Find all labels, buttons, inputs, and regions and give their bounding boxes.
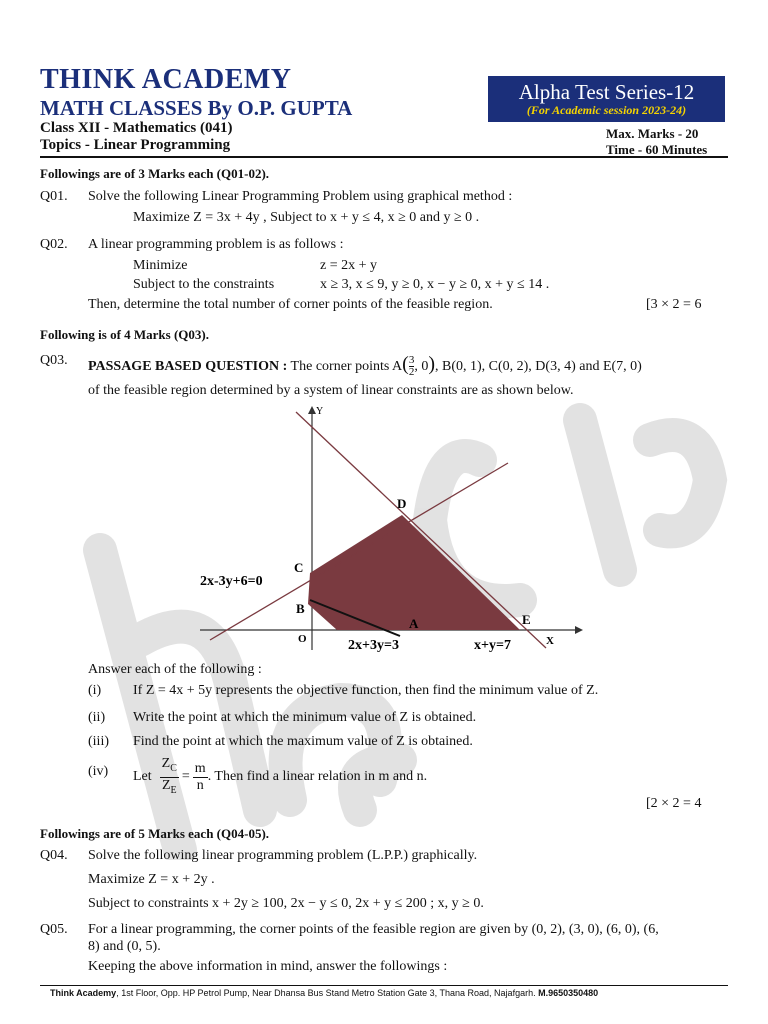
- part-text: Find the point at which the maximum value of Z is obtained.: [133, 734, 473, 749]
- question-text: A linear programming problem is as follows :: [88, 237, 344, 252]
- topics-line: Topics - Linear Programming: [40, 137, 231, 153]
- part-text: Let $\frac{Z_C}{Z_E}$ = $\frac{m}{n}$ . Then find a linear relation in m and n.: [133, 756, 427, 799]
- frac-den: 2: [408, 366, 415, 379]
- question-text: Solve the following Linear Programming Problem using graphical method :: [88, 189, 513, 204]
- minimize-expr: z = 2x + y: [320, 258, 378, 273]
- label-line-3: x+y=7: [474, 638, 511, 653]
- question-number: Q05.: [40, 922, 68, 937]
- label-e: E: [522, 612, 531, 627]
- feasible-region-graph: [190, 400, 590, 655]
- series-subtitle: (For Academic session 2023-24): [526, 103, 687, 117]
- footer-phone: M.9650350480: [538, 988, 599, 998]
- answer-prompt: Answer each of the following :: [88, 662, 262, 677]
- frac-num: Z: [161, 756, 171, 771]
- part-text: If Z = 4x + 5y represents the objective function, then find the minimum value of Z.: [133, 683, 599, 698]
- passage-label: PASSAGE BASED QUESTION :: [88, 359, 288, 374]
- frac-num: m: [194, 760, 206, 776]
- label-y: Y: [316, 406, 324, 417]
- question-text: PASSAGE BASED QUESTION : The corner points A( $\frac{3}{2}$ , 0), B(0, 1), C(0, 2), D(3, 4) and E(7, 0): [88, 353, 642, 379]
- class-line: Class XII - Mathematics (041): [40, 120, 233, 136]
- frac-den: n: [196, 777, 204, 793]
- label-line-1: 2x-3y+6=0: [200, 574, 263, 589]
- section-heading: Following is of 4 Marks (Q03).: [40, 327, 209, 342]
- fraction-m-n: [193, 761, 208, 794]
- label-line-2: 2x+3y=3: [348, 638, 399, 653]
- section-heading: Followings are of 3 Marks each (Q01-02).: [40, 166, 270, 181]
- question-number: Q02.: [40, 237, 68, 252]
- text-segment: Let: [133, 769, 152, 785]
- part-text: Write the point at which the minimum value of Z is obtained.: [133, 710, 477, 725]
- marks-note: [2 × 2 = 4: [646, 796, 702, 811]
- x-axis-arrow: [575, 626, 583, 634]
- frac-den-sub: E: [170, 784, 177, 796]
- text-segment: The corner points A: [290, 359, 403, 374]
- y-axis-arrow: [308, 406, 316, 414]
- question-line: Subject to constraints x + 2y ≥ 100, 2x − y ≤ 0, 2x + y ≤ 200 ; x, y ≥ 0.: [88, 896, 484, 911]
- time-limit: Time - 60 Minutes: [606, 142, 708, 157]
- question-number: Q01.: [40, 189, 68, 204]
- part-number: (iv): [88, 764, 109, 779]
- frac-den: Z: [161, 777, 171, 793]
- text-segment: . Then find a linear relation in m and n.: [207, 769, 428, 785]
- constraints-label: Subject to the constraints: [133, 277, 275, 292]
- question-line: Maximize Z = 3x + 4y , Subject to x + y ≤ 4, x ≥ 0 and y ≥ 0 .: [133, 210, 480, 225]
- footer-brand: Think Academy: [50, 988, 117, 998]
- question-text: of the feasible region determined by a system of linear constraints are as shown below.: [88, 383, 574, 398]
- footer: [50, 988, 598, 998]
- constraints-expr: x ≥ 3, x ≤ 9, y ≥ 0, x − y ≥ 0, x + y ≤ 14 .: [320, 277, 550, 292]
- academy-title: THINK ACADEMY: [40, 64, 292, 95]
- label-d: D: [397, 496, 407, 511]
- minimize-label: Minimize: [133, 258, 188, 273]
- label-c: C: [294, 560, 304, 575]
- footer-address: , 1st Floor, Opp. HP Petrol Pump, Near Dhansa Bus Stand Metro Station Gate 3, Thana Road, Najafgarh.: [116, 988, 536, 998]
- question-line: Maximize Z = x + 2y .: [88, 872, 215, 887]
- question-text: Keeping the above information in mind, answer the followings :: [88, 959, 448, 974]
- part-number: (i): [88, 683, 102, 698]
- series-title: Alpha Test Series-12: [518, 80, 695, 104]
- text-segment: , 0: [414, 359, 429, 374]
- question-number: Q03.: [40, 353, 68, 368]
- max-marks: Max. Marks - 20: [606, 126, 699, 141]
- question-number: Q04.: [40, 848, 68, 863]
- question-text: For a linear programming, the corner points of the feasible region are given by (0, 2), (3, 0), (6, 0), (6,: [88, 922, 659, 937]
- part-number: (ii): [88, 710, 106, 725]
- part-number: (iii): [88, 734, 109, 749]
- section-heading: Followings are of 5 Marks each (Q04-05).: [40, 826, 270, 841]
- marks-note: [3 × 2 = 6: [646, 297, 702, 312]
- label-a: A: [409, 616, 419, 631]
- label-b: B: [296, 601, 305, 616]
- frac-num: 3: [408, 354, 415, 367]
- label-o: O: [298, 633, 307, 645]
- question-text: Solve the following linear programming problem (L.P.P.) graphically.: [88, 848, 478, 863]
- fraction-zc-ze: [160, 756, 179, 799]
- footer-divider: [40, 985, 728, 986]
- frac-num-sub: C: [170, 762, 177, 774]
- series-banner: [488, 76, 725, 122]
- question-text: 8) and (0, 5).: [88, 939, 161, 954]
- text-segment: , B(0, 1), C(0, 2), D(3, 4) and E(7, 0): [434, 359, 642, 374]
- academy-subtitle: MATH CLASSES By O.P. GUPTA: [40, 96, 353, 120]
- label-x: X: [546, 635, 554, 647]
- question-text: Then, determine the total number of corner points of the feasible region.: [88, 297, 493, 312]
